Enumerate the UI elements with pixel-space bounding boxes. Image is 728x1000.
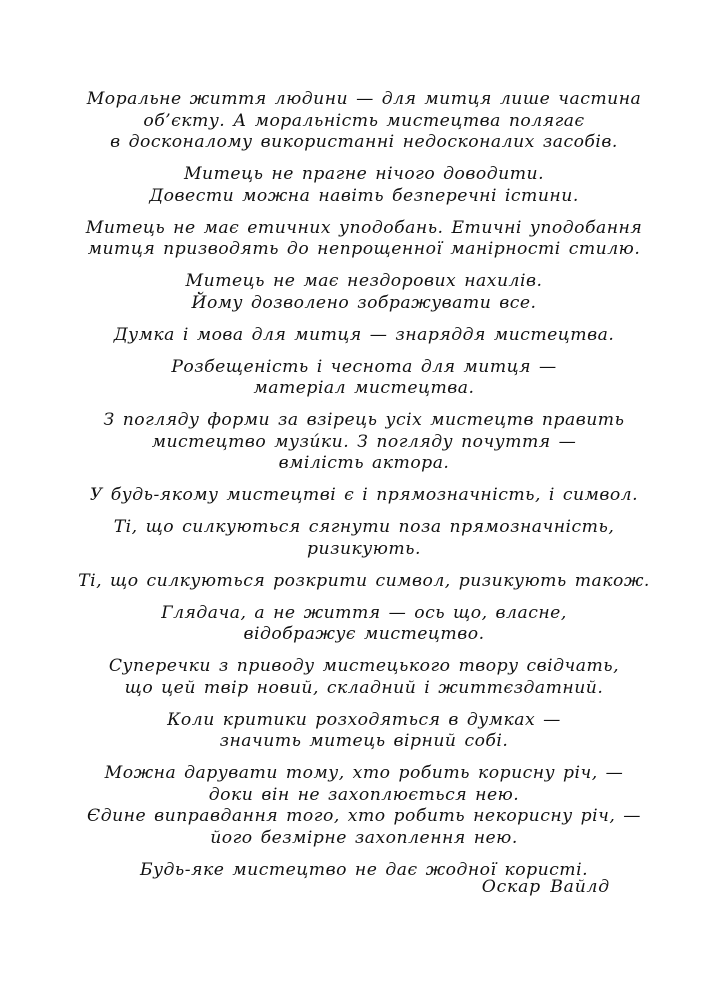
text-line: Можна дарувати тому, хто робить корисну річ, — — [104, 763, 624, 783]
aphorism-paragraph — [0, 325, 728, 347]
aphorism-paragraph — [0, 218, 728, 261]
aphorism-paragraph — [0, 89, 728, 154]
aphorism-paragraph — [0, 517, 728, 560]
text-line: Єдине виправдання того, хто робить некорисну річ, — — [87, 806, 641, 826]
aphorism-paragraph — [0, 485, 728, 507]
author-signature: Оскар Вайлд — [481, 877, 610, 897]
text-line: що цей твір новий, складний і життєздатний. — [124, 677, 604, 698]
text-line: значить митець вірний собі. — [219, 731, 509, 751]
text-line: Ті, що силкуються розкрити символ, ризикують також. — [78, 570, 650, 591]
text-line: матеріал мистецтва. — [253, 378, 475, 398]
aphorism-paragraph — [0, 763, 728, 849]
aphorism-paragraph — [0, 860, 728, 882]
text-line: митця призводять до непрощенної манірності стилю. — [87, 239, 641, 259]
aphorism-paragraph — [0, 603, 728, 646]
text-line: Розбещеність і чеснота для митця — — [171, 356, 557, 377]
text-line: доки він не захоплюється нею. — [208, 784, 520, 805]
text-line: вмілість актора. — [278, 453, 450, 473]
aphorism-paragraph — [0, 164, 728, 207]
aphorisms-text — [0, 89, 728, 892]
text-line: його безмірне захоплення нею. — [210, 827, 518, 848]
text-line: Моральне життя людини — для митця лише частина — [86, 89, 642, 109]
text-line: відображує мистецтво. — [243, 624, 485, 644]
text-line: Митець не прагне нічого доводити. — [183, 164, 545, 184]
text-line: Будь-яке мистецтво не дає жодної користі. — [139, 859, 589, 880]
text-line: ризикують. — [307, 538, 421, 559]
aphorism-paragraph — [0, 656, 728, 699]
text-line: Суперечки з приводу мистецького твору свідчать, — [108, 656, 620, 676]
text-line: в досконалому використанні недосконалих засобів. — [110, 132, 618, 152]
aphorism-paragraph — [0, 357, 728, 400]
text-line: З погляду форми за взірець усіх мистецтв править — [103, 410, 625, 430]
text-line: Думка і мова для митця — знаряддя мистецтва. — [113, 324, 615, 345]
text-line: Довести можна навіть безперечні істини. — [149, 185, 579, 206]
text-line: Митець не має етичних уподобань. Етичні уподобання — [85, 217, 643, 238]
text-line: Ті, що силкуються сягнути поза прямозначність, — [113, 517, 615, 537]
text-line: об’єкту. А моральність мистецтва полягає — [143, 110, 585, 131]
text-line: Глядача, а не життя — ось що, власне, — [161, 602, 567, 623]
text-line: Митець не має нездорових нахилів. — [185, 271, 543, 291]
text-line: Йому дозволено зображувати все. — [191, 292, 537, 313]
text-line: мистецтво музи́ки. З погляду почуття — — [151, 431, 577, 452]
aphorism-paragraph — [0, 271, 728, 314]
text-line: Коли критики розходяться в думках — — [167, 709, 561, 730]
aphorism-paragraph — [0, 710, 728, 753]
aphorism-paragraph — [0, 410, 728, 475]
text-line: У будь-якому мистецтві є і прямозначність, і символ. — [89, 485, 639, 505]
aphorism-paragraph — [0, 571, 728, 593]
